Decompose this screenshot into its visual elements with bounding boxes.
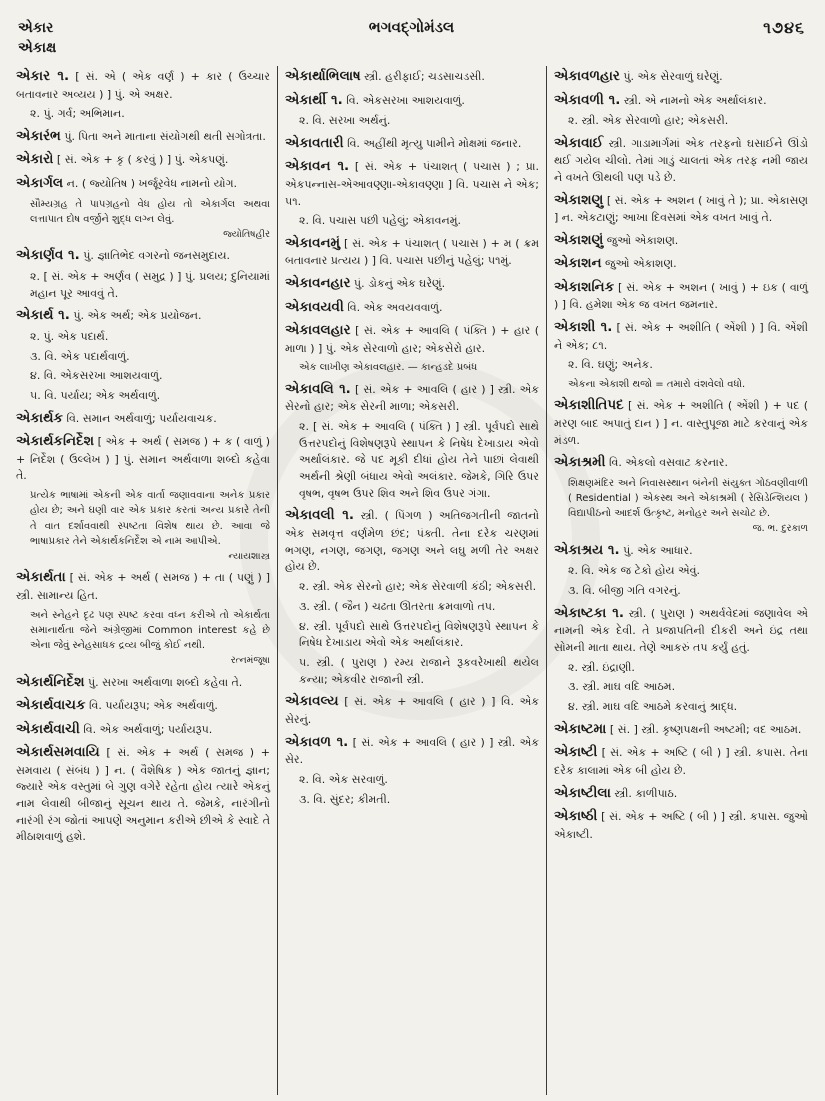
entry-sense xyxy=(554,699,808,716)
dictionary-entry xyxy=(554,90,808,111)
entry-text: એક લાખીણ એકાવલહાર. — કાન્હડદે પ્રબંધ xyxy=(299,362,478,374)
entry-text: વિ. એક અવયવવાળું. xyxy=(343,300,443,314)
entry-text: [ સં. એક + અર્થ ( સમજ ) + સમવાય ( સંબંધ ) ] ન. ( વૈશેષિક ) એક જાતનું જ્ઞાન; જ્યારે એક વસ્તુમાં બે ગુણ વગેરે રહેતા હોય ત્યારે એકનું નામ લેવાથી બીજાનું સૂચન થાય તે. જેમકે, નારંગીનો નારંગી રંગ જોતાં આપણે અનુમાન કરીએ છીએ કે સ્વાદે તે મીઠાશવાળું હશે. xyxy=(16,746,270,844)
headword: એકાવનહાર xyxy=(285,275,351,292)
headword: એકારો xyxy=(16,151,54,168)
headword: એકાર્થસમવાયિ xyxy=(16,744,100,761)
dictionary-entry xyxy=(554,742,808,779)
column-3 xyxy=(546,66,815,1095)
dictionary-entry xyxy=(16,126,270,147)
entry-text: પું. સરખા અર્થવાળા શબ્દો કહેવા તે. xyxy=(84,675,243,689)
entry-text: જુઓ એકાશણ. xyxy=(601,257,677,271)
entry-text: ૩. વિ. સુંદર; કીમતી. xyxy=(299,792,391,806)
entry-text: [ સં. એક + અષ્ટિ ( બી ) ] સ્ત્રી. કપાસ. તેના દરેક કાલામાં એક બી હોય છે. xyxy=(554,746,808,777)
headword: એકાવળી ૧. xyxy=(554,91,621,108)
dictionary-entry xyxy=(16,66,270,103)
entry-text: [ સં. એક + કૃ ( કરવું ) ] પું. એકપણું. xyxy=(53,153,229,167)
headword: એકાવયવી xyxy=(285,298,344,315)
headword: એકાષ્ટમા xyxy=(554,720,607,737)
column-1 xyxy=(12,66,277,1095)
dictionary-entry xyxy=(285,505,539,576)
entry-quotation xyxy=(554,476,808,522)
entry-sense xyxy=(554,357,808,374)
entry-text: સ્ત્રી. એ નામનો એક અર્થાલંકાર. xyxy=(620,93,767,107)
entry-text: ૩. સ્ત્રી. માઘ વદિ આઠમ. xyxy=(568,680,676,694)
guide-word-first: એકાર xyxy=(18,20,54,36)
headword: એકાર્થવાચક xyxy=(16,697,86,714)
entry-text: [ સં. એક + આવલિ ( પંક્તિ ) + હાર ( માળા ) ] પું. એક સેરવાળો હાર; એકસેરો હાર. xyxy=(285,324,539,355)
entry-text: [ સં. એક + અશીતિ ( એંશી ) ] વિ. એંશી ને એક; ૮૧. xyxy=(554,321,808,352)
entry-text: [ સં. એક + અષ્ટિ ( બી ) ] સ્ત્રી. કપાસ. જુઓ એકાષ્ટી. xyxy=(554,810,808,841)
entry-text: ૨. પું. ગર્વ; અભિમાન. xyxy=(30,107,125,121)
book-title: ભગવદ્ગોમંડલ xyxy=(368,18,455,36)
dictionary-entry xyxy=(554,277,808,314)
entry-sense xyxy=(285,599,539,616)
entry-text: [ સં. એક + અશીતિ ( એંશી ) + પદ ( મરણ બાદ અપાતું દાન ) ] ન. વાસ્તુપૂજા માટે કરવાનું એક મંડળ. xyxy=(554,399,808,447)
dictionary-entry xyxy=(554,603,808,657)
headword: એકાવલિ ૧. xyxy=(285,380,351,397)
dictionary-entry xyxy=(285,732,539,769)
headword: એકારંભ xyxy=(16,127,61,144)
entry-text: વિ. એક અર્થવાળું; પર્યાયરૂપ. xyxy=(79,722,213,736)
dictionary-entry xyxy=(554,66,808,87)
headword: એકાષ્ટી xyxy=(554,744,598,761)
headword: એકાશી ૧. xyxy=(554,319,613,336)
headword: એકાવતારી xyxy=(285,134,344,151)
entry-text: ૨. વિ. ઘણું; અનેક. xyxy=(568,358,653,372)
entry-sense xyxy=(285,213,539,230)
entry-text: પું. એક સેરવાળું ઘરેણું. xyxy=(619,70,723,83)
entry-text: [ સં. એક + અર્થ ( સમજ ) + તા ( પણું ) ] સ્ત્રી. સામાન્ય હિત. xyxy=(16,571,270,602)
entry-sense xyxy=(285,655,539,688)
dictionary-entry xyxy=(285,379,539,416)
entry-sense xyxy=(285,579,539,596)
dictionary-entry xyxy=(554,133,808,187)
entry-text: ૫. સ્ત્રી. ( પુરાણ ) રમ્ય રાજાને રૂકવરેખાથી થયેલ કન્યા; એકવીર રાજાની સ્ત્રી. xyxy=(299,656,539,686)
entry-text: પું. એક આધાર. xyxy=(619,543,693,557)
entry-text: સ્ત્રી. કાળીપાઠ. xyxy=(610,786,678,800)
entry-sense xyxy=(16,388,270,405)
dictionary-entry xyxy=(16,695,270,716)
entry-text: [ સં. એ ( એક વર્ણ ) + કાર ( ઉચ્ચાર બતાવનાર અવ્યય ) ] પું. એ અક્ષર. xyxy=(16,70,270,101)
headword: એકાર્થનિર્દેશ xyxy=(16,673,85,690)
entry-text: ૨. વિ. સરખા અર્થનું. xyxy=(299,114,391,128)
entry-text: [ સં. એક + પંચાશત્ ( પચાસ ) + મ ( ક્રમ બતાવનાર પ્રત્યય ) ] વિ. પચાસ પછીનું પહેલું; ૫૧મું. xyxy=(285,236,539,268)
headword: એકાશનિક xyxy=(554,278,615,295)
entry-text: [ સં. એક + અશન ( ખાવું તે ); પ્રા. એકાસણ ] ન. એકટાણું; આખા દિવસમાં એક વખત ખાવું તે. xyxy=(554,193,808,225)
entry-source xyxy=(16,654,270,668)
headword: એકાર્થાભિલાષ xyxy=(285,68,361,84)
entry-sense xyxy=(554,113,808,130)
entry-sense xyxy=(16,329,270,346)
entry-text: ૨. સ્ત્રી. એક સેરવાળો હાર; એકસરી. xyxy=(568,114,729,128)
entry-text: ૪. વિ. એકસરખા આશયવાળું. xyxy=(30,369,163,383)
entry-sense xyxy=(554,583,808,600)
entry-text: ૩. વિ. બીજી ગતિ વગરનું. xyxy=(568,584,681,598)
entry-sense xyxy=(554,563,808,580)
dictionary-entry xyxy=(16,742,270,846)
entry-text: ન. ( જ્યોતિષ ) ખર્જૂરવેધ નામનો યોગ. xyxy=(63,176,238,190)
entry-sense xyxy=(554,679,808,696)
entry-text: ૨. સ્ત્રી. એક સેરનો હાર; એક સેરવાળી કંઠી; એકસરી. xyxy=(299,580,537,594)
entry-text: પું. પિતા અને માતાના સંયોગથી થતી સગોત્રતા. xyxy=(60,129,266,143)
entry-sense xyxy=(285,792,539,809)
dictionary-entry xyxy=(285,133,539,154)
entry-text: [ સં. એક + આવલિ ( હાર ) ] સ્ત્રી. એક સેરનો હાર; એક સેરની માળા; એકસરી. xyxy=(285,382,539,414)
entry-text: ૨. [ સં. એક + અર્ણવ ( સમુદ્ર ) ] પું. પ્રલય; દુનિયામાં મહાન પૂર આવવું તે. xyxy=(30,269,270,300)
dictionary-entry xyxy=(16,149,270,170)
entry-text: ૨. વિ. પચાસ પછી પહેલું; એકાવનમું. xyxy=(299,214,461,228)
dictionary-entry xyxy=(16,245,270,266)
dictionary-entry xyxy=(554,190,808,227)
entry-text: સ્ત્રી. હરીફાઈ; ચડસાચડસી. xyxy=(360,70,485,83)
entry-text: ૨. વિ. એક સરવાળું. xyxy=(299,772,388,786)
headword: એકાર્ણવ ૧. xyxy=(16,247,80,264)
entry-quotation xyxy=(16,608,270,654)
dictionary-entry xyxy=(285,691,539,728)
entry-text: અને સ્નેહને દૃઢ પણ સ્પષ્ટ કરવા વધ્ન કરીએ તો એકાર્થતા સમાનાર્થતા જેને અંગ્રેજીમાં Common interest કહે છે એના જેવું સ્નેહસાધક દ્રવ્ય બીજું કોઈ નથી. xyxy=(30,609,270,651)
dictionary-entry xyxy=(285,156,539,210)
headword: એકાવાઈ xyxy=(554,134,604,151)
entry-text: સ્ત્રી. ( પુરાણ ) અથર્વવેદમાં જણાવેલ એ નામની એક દેવી. તે પ્રજાપતિની દીકરી અને ઇંદ્ર તથા સોમની માતા થાય. તેણે આકરું તપ કર્યું હતું. xyxy=(554,606,808,654)
entry-text: સ્ત્રી. ગાડામાર્ગમાં એક તરફનો ઘસાઈને ઊંડો થઈ ગયેલ ચીલો. તેમાં ગાડું ચાલતાં એક તરફ નમી જાય ને વખતે ઊથલી પણ પડે છે. xyxy=(554,136,808,184)
entry-text: જ. ભ. દુરકાળ xyxy=(752,523,808,535)
entry-text: ૩. વિ. એક પદાર્થવાળું. xyxy=(30,349,130,363)
entry-sense xyxy=(285,772,539,789)
dictionary-entry xyxy=(16,567,270,604)
entry-sense xyxy=(16,368,270,385)
headword: એકાવલ્ય xyxy=(285,693,339,710)
entry-text: [ સં. એક + અશન ( ખાવું ) + ઇક ( વાળું ) ] વિ. હમેશા એક જ વખત જમનાર. xyxy=(554,280,808,312)
dictionary-entry xyxy=(16,719,270,740)
entry-text: વિ. એકસરખા આશયવાળું. xyxy=(342,93,465,107)
entry-quotation xyxy=(285,360,539,375)
dictionary-entry xyxy=(285,90,539,111)
entry-source xyxy=(554,522,808,536)
dictionary-entry xyxy=(554,395,808,449)
headword: એકાવલી ૧. xyxy=(285,507,355,524)
entry-text: [ સં. ] સ્ત્રી. કૃષ્ણપક્ષની અષ્ટમી; વદ આઠમ. xyxy=(606,722,802,736)
dictionary-entry xyxy=(16,431,270,485)
dictionary-entry xyxy=(554,253,808,274)
dictionary-entry xyxy=(16,408,270,429)
entry-sense xyxy=(16,269,270,302)
dictionary-entry xyxy=(285,233,539,270)
page-header xyxy=(12,6,811,66)
entry-text: સૌમ્યગ્રહ તે પાપગ્રહનો વેધ હોય તો એકાર્ગલ અથવા લત્તાપાત દોષ વર્જીને શુદ્ધ લગ્ન લેવું. xyxy=(30,198,270,225)
headword: એકાશન xyxy=(554,255,602,272)
entry-text: [ સં. એક + પંચાશત્ ( પચાસ ) ; પ્રા. એકપન્નાસ-એઆવણ્ણા-એકાવણ્ણા ] વિ. પચાસ ને એક; ૫૧. xyxy=(285,160,540,208)
entry-text: ૨. સ્ત્રી. ઇંદ્રાણી. xyxy=(568,660,635,674)
dictionary-entry xyxy=(554,452,808,473)
dictionary-entry xyxy=(285,297,539,318)
dictionary-entry xyxy=(554,719,808,740)
entry-sense xyxy=(285,619,539,652)
entry-text: ૨. પું. એક પદાર્થ. xyxy=(30,329,109,343)
dictionary-entry xyxy=(285,273,539,294)
headword: એકાષ્ટીલા xyxy=(554,784,611,801)
entry-text: પું. જ્ઞાતિભેદ વગરનો જનસમુદાય. xyxy=(79,249,230,263)
dictionary-entry xyxy=(554,783,808,804)
entry-text: [ સં. એક + આવલિ ( હાર ) ] સ્ત્રી. એક સેર. xyxy=(285,735,540,767)
entry-quotation xyxy=(16,197,270,227)
page-number: ૧૭૪૬ xyxy=(763,18,805,37)
dictionary-columns xyxy=(12,66,815,1095)
headword: એકાષ્ટકા ૧. xyxy=(554,604,625,621)
entry-text: ૨. [ સં. એક + આવલિ ( પંક્તિ ) ] સ્ત્રી. પૂર્વપદો સાથે ઉત્તરપદોનું વિશેષણરૂપે સ્થાપન કે નિષેધ દેખાડાય એવો અર્થાલંકાર. જે પદ મૂકી દીધાં હોય તેને પાછાં લેવાથી અર્થની શ્રેણી બંધાય એવો અલંકાર. જેમકે, ગિરિ ઉપર વૃષભ, વૃષભ ઉપર શિવ અને શિવ ઉપર ગંગા. xyxy=(299,419,539,500)
entry-text: પ્રત્યેક ભાષામાં એકની એક વાર્તા જણાવવાના અનેક પ્રકાર હોય છે; અને ઘણી વાર એક પ્રકાર કરતાં અન્ય પ્રકારે તેની તે વાત દર્શાવવાથી સ્પષ્ટતા વિશેષ થાય છે. આવા જે ભાષાપ્રકાર તેને એકાર્થકનિર્દેશ એ નામ આપીએ. xyxy=(30,490,270,547)
entry-text: વિ. અહીંથી મૃત્યુ પામીને મોક્ષમાં જનાર. xyxy=(343,136,522,150)
entry-text: જુઓ એકાશણ. xyxy=(603,233,679,247)
dictionary-entry xyxy=(285,320,539,357)
entry-text: રત્નમંજૂષા xyxy=(230,655,270,667)
dictionary-entry xyxy=(554,317,808,354)
entry-text: વિ. પર્યાયરૂપ; એક અર્થવાળું. xyxy=(85,699,218,713)
entry-text: ૫. વિ. પર્યાય; એક અર્થવાળું. xyxy=(30,388,161,402)
headword: એકાવન ૧. xyxy=(285,158,350,175)
entry-sense xyxy=(554,660,808,677)
headword: એકાવળ ૧. xyxy=(285,733,349,750)
entry-text: જ્યોતિષહીર xyxy=(223,228,270,240)
entry-text: શિક્ષણમંદિર અને નિવાસસ્થાન બંનેની સંયુક્ત ગોઠવણીવાળી ( Residential ) એકસ્થ અને એકાશ્રમી ( રેસિડેન્શિયલ ) વિદ્યાપીઠનો આદર્શ ઉત્કૃષ્ટ, મનોહર અને સચોટ છે. xyxy=(568,477,808,520)
headword: એકાશ્રમી xyxy=(554,454,606,471)
entry-text: ૪. સ્ત્રી. પૂર્વપદો સાથે ઉત્તરપદોનું વિશેષણરૂપે સ્થાપન કે નિષેધ દેખાડાય એવો એક અર્થાલંકાર. xyxy=(299,619,539,650)
entry-source xyxy=(16,228,270,242)
entry-sense xyxy=(285,419,539,503)
entry-text: એકના એકાશી થજો = તમારો વંશવેલો વધો. xyxy=(568,379,746,391)
entry-text: ૩. સ્ત્રી. ( જૈન ) ચઢતા ઊતરતા ક્રમવાળો તપ. xyxy=(299,599,496,613)
entry-text: ન્યાયશાસ્ત્ર xyxy=(228,550,270,562)
headword: એકાષ્ઠી xyxy=(554,808,598,825)
entry-text: ૨. વિ. એક જ ટેકો હોય એવું. xyxy=(568,564,700,578)
entry-text: [ એક + અર્થ ( સમજ ) + ક ( વાળું ) + નિર્દેશ ( ઉલ્લેખ ) ] પું. સમાન અર્થવાળા શબ્દો કહેવા તે. xyxy=(16,435,270,483)
dictionary-entry xyxy=(16,305,270,326)
dictionary-entry xyxy=(16,672,270,693)
headword: એકાર્થક xyxy=(16,409,63,426)
entry-text: પું. ડોકનું એક ઘરેણું. xyxy=(350,277,446,291)
entry-sense xyxy=(16,106,270,123)
headword: એકાર્થી ૧. xyxy=(285,91,343,108)
headword: એકાશણુ xyxy=(554,191,604,208)
headword: એકાવળહાર xyxy=(554,68,620,84)
dictionary-entry xyxy=(285,66,539,87)
entry-sense xyxy=(16,349,270,366)
guide-word-last: એકાક્ષ xyxy=(18,40,57,56)
dictionary-entry xyxy=(554,230,808,251)
entry-text: વિ. સમાન અર્થવાળું; પર્યાયવાચક. xyxy=(62,411,217,425)
headword: એકાર્થતા xyxy=(16,569,66,586)
headword: એકાર ૧. xyxy=(16,68,70,84)
headword: એકાશણું xyxy=(554,231,604,248)
entry-text: [ સં. એક + આવલિ ( હાર ) ] વિ. એક સેરનું. xyxy=(285,695,539,726)
headword: એકાશ્રય ૧. xyxy=(554,541,620,558)
headword: એકાવનમું xyxy=(285,234,341,251)
entry-quotation xyxy=(554,377,808,392)
entry-text: ૪. સ્ત્રી. માઘ વદિ આઠમે કરવાનું શ્રાદ્ધ. xyxy=(568,700,738,714)
dictionary-entry xyxy=(554,540,808,561)
entry-text: વિ. એકલો વસવાટ કરનાર. xyxy=(605,456,728,470)
entry-quotation xyxy=(16,488,270,549)
column-2 xyxy=(277,66,546,1095)
headword: એકાર્થવાચી xyxy=(16,720,80,737)
entry-text: સ્ત્રી. ( પિંગળ ) અતિજગતીની જાતનો એક સમવૃત્ત વર્ણમેળ છંદ; પંક્તી. તેના દરેક ચરણમાં ભગણ, નગણ, જગણ, જગણ અને લઘુ મળી તેર અક્ષર હોય છે. xyxy=(285,509,539,574)
entry-text: પું. એક અર્થ; એક પ્રયોજન. xyxy=(69,309,202,323)
entry-source xyxy=(16,550,270,564)
headword: એકાર્ગલ xyxy=(16,174,64,191)
dictionary-entry xyxy=(16,173,270,194)
headword: એકાર્થ ૧. xyxy=(16,307,70,324)
entry-sense xyxy=(285,113,539,130)
headword: એકાર્થકનિર્દેશ xyxy=(16,433,95,450)
headword: એકાશીતિપદ xyxy=(554,397,624,414)
dictionary-entry xyxy=(554,806,808,843)
headword: એકાવલહાર xyxy=(285,322,351,339)
